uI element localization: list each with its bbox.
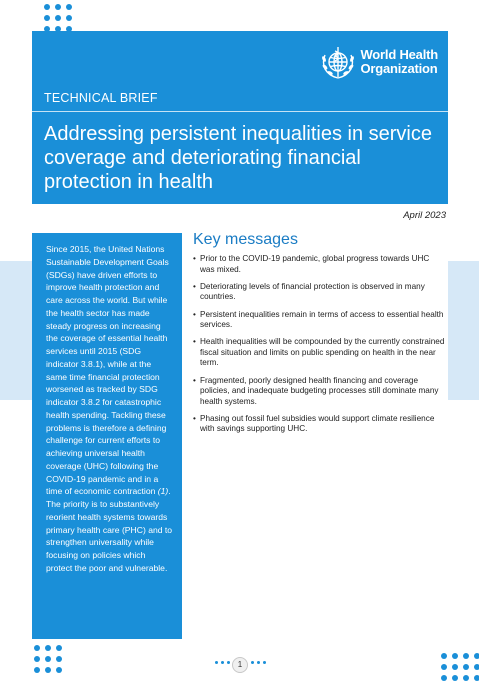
who-logo (319, 43, 438, 81)
key-message-item: • Phasing out fossil fuel subsidies would support climate resilience with savings supporting UHC. (193, 414, 445, 435)
citation-reference: (1) (157, 486, 169, 497)
page-number-dots-left (215, 661, 230, 664)
page-number-dots-right (251, 661, 266, 664)
organization-name-line2: Organization (360, 61, 438, 76)
decorative-dot-grid-bottom-right (441, 653, 479, 681)
intro-text-part2: . The priority is to substantively reorient health systems towards primary health care (PHC) and to strengthen universality while focusing on policies which protect the poor and vulnerable. (46, 486, 173, 573)
decorative-band-left (0, 261, 32, 400)
key-messages-list (193, 254, 445, 435)
intro-sidebar (32, 233, 182, 639)
organization-name (360, 48, 438, 76)
key-message-item: • Health inequalities will be compounded by the currently constrained fiscal situation and limits on public spending on health in the near term. (193, 337, 445, 369)
who-emblem-icon (319, 43, 357, 81)
page-number: 1 (232, 657, 248, 673)
intro-text-part1: Since 2015, the United Nations Sustainable Development Goals (SDGs) have driven efforts to improve health protection and care across the world. But while the health sector has made steady progress on increasing the coverage of essential health services until 2015 (SDG indicator 3.8.1), while at the same time financial protection worsened as tracked by SDG indicator 3.8.2 for catastrophic health spending. Tackling these problems is therefore a defining challenge for current efforts to achieving universal health coverage (UHC) following the COVID-19 pandemic and in a time of economic contraction (46, 244, 169, 497)
publication-date: April 2023 (403, 210, 446, 221)
key-message-item: • Prior to the COVID-19 pandemic, global progress towards UHC was mixed. (193, 254, 445, 275)
organization-name-line1: World Health (360, 47, 438, 62)
key-message-item: • Fragmented, poorly designed health financing and coverage policies, and inadequate budgeting processes still dominate many health systems. (193, 376, 445, 408)
decorative-band-right (448, 261, 479, 400)
document-type-label: TECHNICAL BRIEF (44, 91, 158, 105)
header-banner (32, 31, 448, 204)
key-message-item: • Persistent inequalities remain in terms of access to essential health services. (193, 310, 445, 331)
document-title: Addressing persistent inequalities in service coverage and deteriorating financial protection in health (44, 123, 432, 193)
decorative-dot-grid-bottom-left (34, 645, 62, 673)
key-messages-heading: Key messages (193, 231, 298, 248)
key-message-item: • Deteriorating levels of financial protection is observed in many countries. (193, 282, 445, 303)
intro-paragraph (46, 243, 174, 575)
header-divider (32, 111, 448, 112)
